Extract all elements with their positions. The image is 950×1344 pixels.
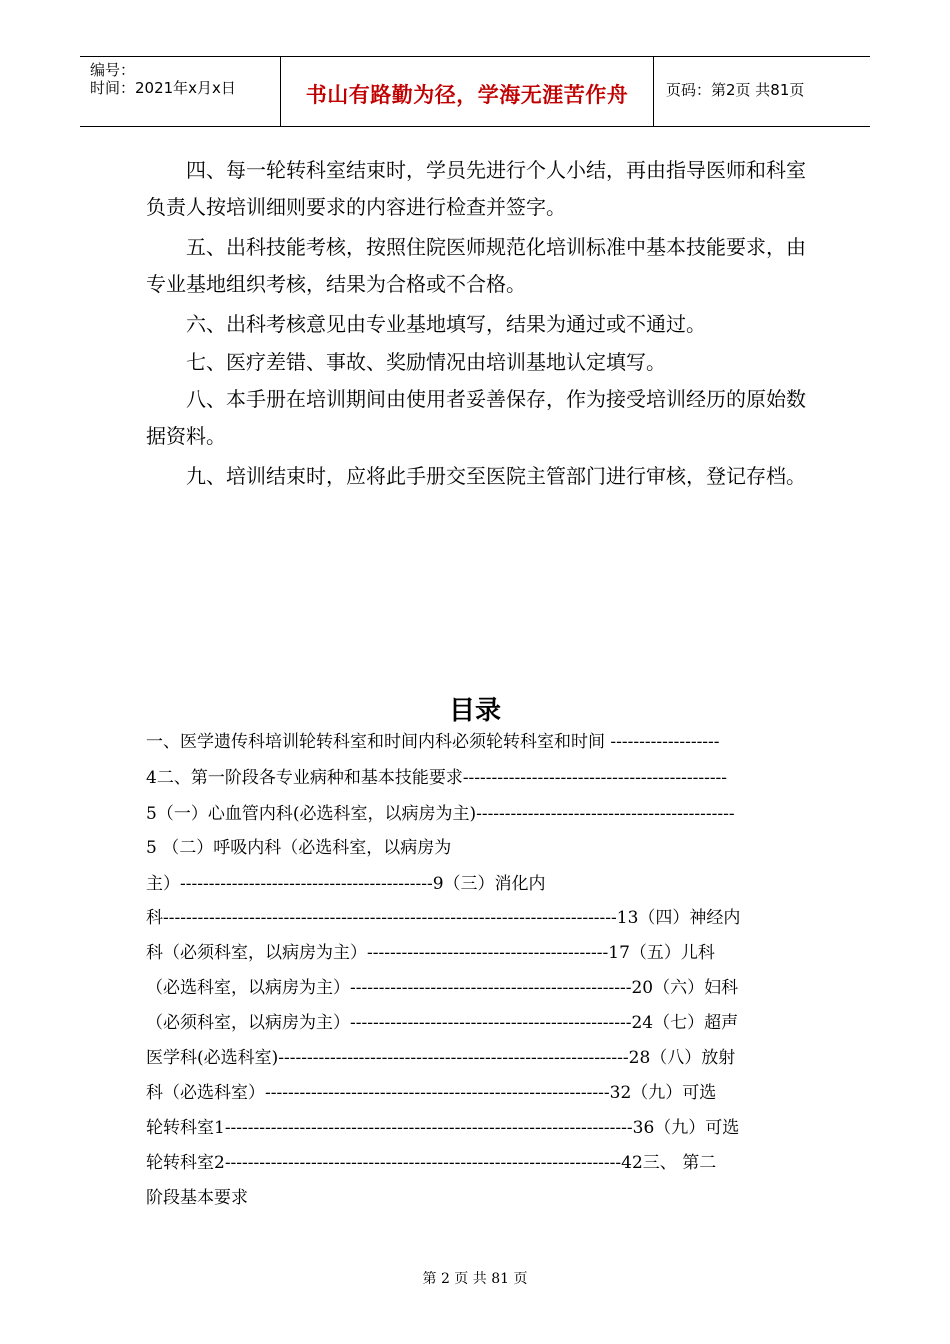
- page-info: 页码：第2页 共81页: [666, 81, 805, 99]
- toc-line[interactable]: 5 （二）呼吸内科（必选科室，以病房为: [146, 838, 452, 858]
- toc-line[interactable]: （必须科室，以病房为主）-------------------------------------------------24（七）超声: [146, 1013, 739, 1033]
- paragraph-9: 九、培训结束时，应将此手册交至医院主管部门进行审核，登记存档。: [186, 464, 806, 488]
- paragraph-4: 四、每一轮转科室结束时，学员先进行个人小结，再由指导医师和科室负责人按培训细则要求的内容进行检查并签字。: [146, 158, 806, 219]
- toc-line[interactable]: 4二、第一阶段各专业病种和基本技能要求----------------------------------------------: [146, 768, 728, 788]
- toc-line[interactable]: 5（一）心血管内科(必选科室，以病房为主)---------------------------------------------: [146, 804, 735, 824]
- header-meta-cell: [80, 57, 281, 126]
- toc-line[interactable]: 阶段基本要求: [146, 1188, 248, 1208]
- header-page-cell: [654, 57, 870, 126]
- toc-line[interactable]: 轮转科室2---------------------------------------------------------------------42三、 第二: [146, 1153, 717, 1173]
- time-label: 时间：2021年x月x日: [90, 79, 236, 97]
- header-motto-cell: [281, 57, 654, 126]
- paragraph-8: 八、本手册在培训期间由使用者妥善保存，作为接受培训经历的原始数据资料。: [146, 387, 806, 448]
- motto: 书山有路勤为径，学海无涯苦作舟: [305, 83, 629, 107]
- page-header: [80, 56, 870, 127]
- paragraph-6: 六、出科考核意见由专业基地填写，结果为通过或不通过。: [186, 312, 706, 336]
- toc-line[interactable]: 主）--------------------------------------------9（三）消化内: [146, 874, 546, 894]
- number-label: 编号：: [90, 61, 136, 79]
- toc-line[interactable]: 科（必须科室，以病房为主）------------------------------------------17（五）儿科: [146, 943, 715, 963]
- toc-line[interactable]: 科（必选科室）------------------------------------------------------------32（九）可选: [146, 1083, 717, 1103]
- toc-line[interactable]: 轮转科室1-----------------------------------------------------------------------36（九）可选: [146, 1118, 740, 1138]
- toc-line[interactable]: 科-------------------------------------------------------------------------------13（四）神经内: [146, 908, 741, 928]
- toc-line[interactable]: 一、医学遗传科培训轮转科室和时间内科必须轮转科室和时间 -------------------: [146, 732, 720, 752]
- toc-title: 目录: [448, 696, 501, 726]
- paragraph-7: 七、医疗差错、事故、奖励情况由培训基地认定填写。: [186, 350, 666, 374]
- paragraph-5: 五、出科技能考核，按照住院医师规范化培训标准中基本技能要求，由专业基地组织考核，结果为合格或不合格。: [146, 235, 806, 296]
- page-footer: 第 2 页 共 81 页: [422, 1271, 528, 1287]
- toc-line[interactable]: （必选科室，以病房为主）-------------------------------------------------20（六）妇科: [146, 978, 739, 998]
- toc-line[interactable]: 医学科(必选科室)-------------------------------------------------------------28（八）放射: [146, 1048, 736, 1068]
